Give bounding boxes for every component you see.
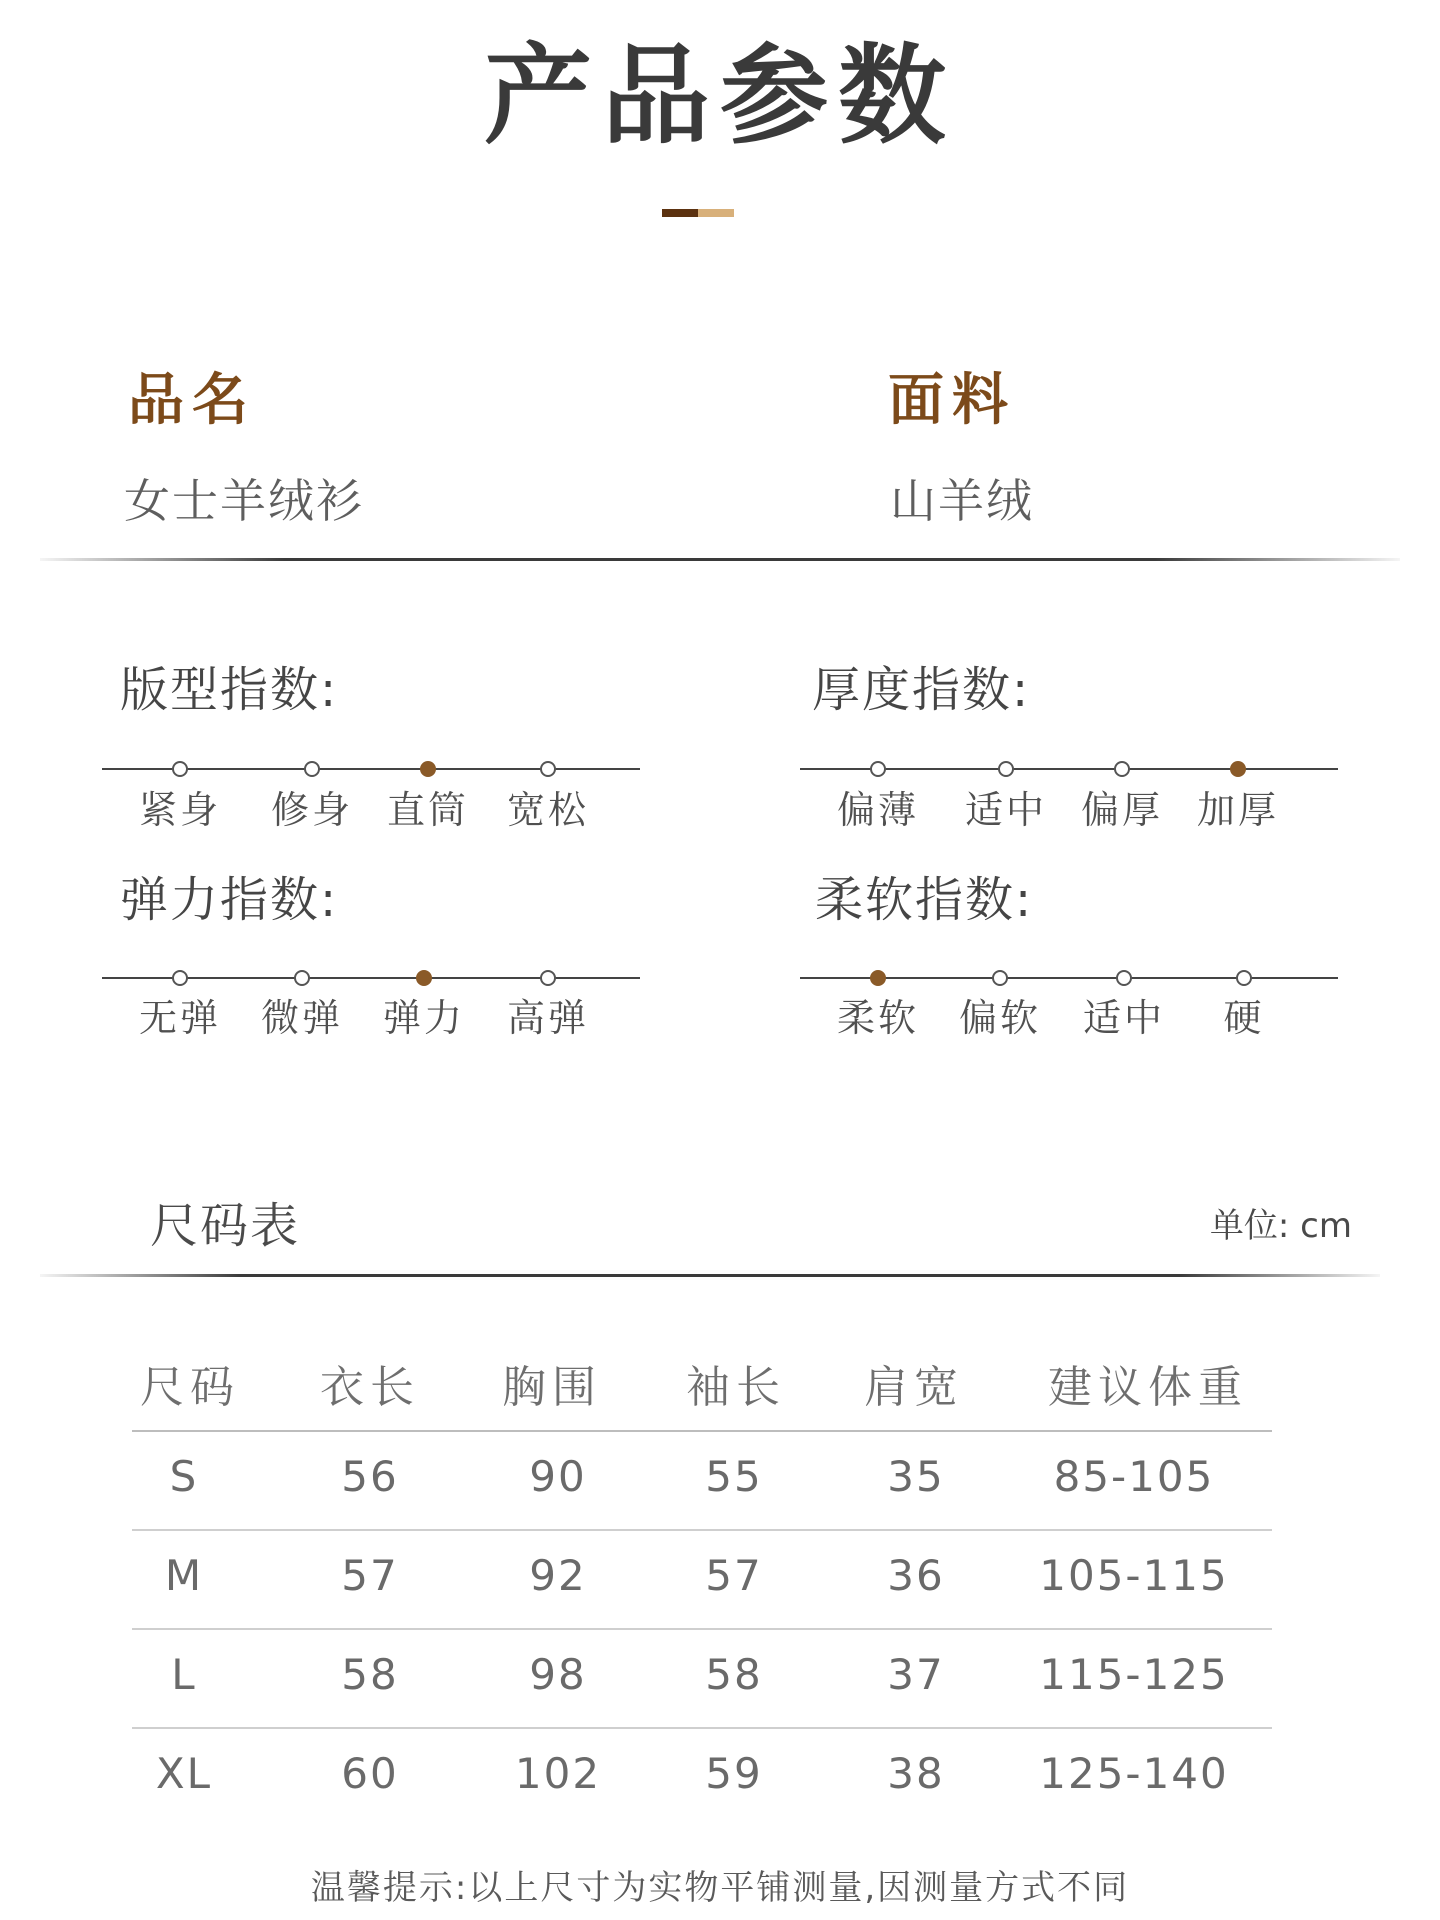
- measurement-note: 温馨提示:以上尺寸为实物平铺测量,因测量方式不同: [310, 1868, 1130, 1908]
- page-title: 产品参数: [483, 34, 956, 159]
- thickness-scale-dot-selected: [1230, 761, 1246, 777]
- fit-scale-dot: [172, 761, 188, 777]
- size-table: [132, 1360, 1272, 1826]
- column-header: 衣长: [320, 1362, 420, 1413]
- elasticity-scale-dot: [540, 970, 556, 986]
- table-cell: 105-115: [1039, 1551, 1229, 1600]
- table-row: [132, 1630, 1272, 1729]
- size-chart-title: 尺码表: [150, 1198, 301, 1254]
- softness-scale-dot: [992, 970, 1008, 986]
- elasticity-scale-option: 弹力: [382, 996, 465, 1040]
- fit-scale-option: 紧身: [138, 788, 221, 832]
- table-cell: 90: [529, 1452, 587, 1501]
- table-cell: M: [164, 1551, 204, 1600]
- thickness-scale-option: 偏厚: [1080, 788, 1163, 832]
- table-cell: 57: [705, 1551, 763, 1600]
- thickness-scale-dot: [998, 761, 1014, 777]
- fit-scale-option: 直筒: [386, 788, 469, 832]
- table-row: [132, 1432, 1272, 1531]
- softness-scale-dot: [1116, 970, 1132, 986]
- fit-scale-dot: [304, 761, 320, 777]
- table-cell: 58: [705, 1650, 763, 1699]
- fit-scale-dot-selected: [420, 761, 436, 777]
- softness-scale-dot: [1236, 970, 1252, 986]
- table-header-row: [132, 1360, 1272, 1432]
- size-chart-divider: [40, 1274, 1380, 1277]
- table-cell: 98: [529, 1650, 587, 1699]
- product-name-label: 品名: [128, 368, 256, 433]
- table-cell: 55: [705, 1452, 763, 1501]
- elasticity-scale-dot-selected: [416, 970, 432, 986]
- table-cell: 60: [341, 1749, 399, 1798]
- table-cell: L: [171, 1650, 197, 1699]
- softness-scale-option: 硬: [1223, 996, 1265, 1040]
- softness-scale-option: 柔软: [836, 996, 919, 1040]
- table-cell: 38: [887, 1749, 945, 1798]
- elasticity-scale-option: 无弹: [138, 996, 221, 1040]
- column-header: 建议体重: [1048, 1362, 1248, 1413]
- thickness-scale-option: 偏薄: [836, 788, 919, 832]
- table-cell: 115-125: [1039, 1650, 1229, 1699]
- elasticity-index-title: 弹力指数:: [120, 872, 339, 928]
- column-header: 肩宽: [864, 1362, 964, 1413]
- table-cell: 56: [341, 1452, 399, 1501]
- table-cell: S: [169, 1452, 199, 1501]
- table-cell: 102: [514, 1749, 602, 1798]
- fit-scale-dot: [540, 761, 556, 777]
- table-cell: 37: [887, 1650, 945, 1699]
- thickness-index-title: 厚度指数:: [812, 662, 1031, 718]
- softness-scale-option: 适中: [1082, 996, 1165, 1040]
- thickness-scale-dot: [1114, 761, 1130, 777]
- elasticity-scale-dot: [172, 970, 188, 986]
- table-cell: XL: [155, 1749, 213, 1798]
- table-cell: 35: [887, 1452, 945, 1501]
- column-header: 胸围: [502, 1362, 602, 1413]
- title-accent-bar: [662, 209, 734, 217]
- section-divider: [40, 558, 1400, 561]
- material-value: 山羊绒: [890, 474, 1034, 528]
- table-cell: 92: [529, 1551, 587, 1600]
- table-row: [132, 1729, 1272, 1826]
- column-header: 袖长: [686, 1362, 786, 1413]
- fit-scale-option: 宽松: [506, 788, 589, 832]
- thickness-scale-dot: [870, 761, 886, 777]
- table-cell: 59: [705, 1749, 763, 1798]
- table-cell: 36: [887, 1551, 945, 1600]
- table-row: [132, 1531, 1272, 1630]
- material-label: 面料: [888, 368, 1016, 433]
- elasticity-scale-dot: [294, 970, 310, 986]
- column-header: 尺码: [140, 1362, 240, 1413]
- fit-index-title: 版型指数:: [120, 662, 339, 718]
- table-cell: 125-140: [1039, 1749, 1229, 1798]
- elasticity-scale-option: 微弹: [260, 996, 343, 1040]
- product-name-value: 女士羊绒衫: [124, 474, 364, 528]
- softness-index-title: 柔软指数:: [815, 872, 1034, 928]
- table-cell: 85-105: [1053, 1452, 1215, 1501]
- softness-scale-dot-selected: [870, 970, 886, 986]
- thickness-scale-option: 加厚: [1196, 788, 1279, 832]
- size-unit: 单位: cm: [1209, 1206, 1352, 1246]
- softness-scale-option: 偏软: [958, 996, 1041, 1040]
- thickness-scale-option: 适中: [964, 788, 1047, 832]
- fit-scale-option: 修身: [270, 788, 353, 832]
- elasticity-scale-option: 高弹: [506, 996, 589, 1040]
- table-cell: 57: [341, 1551, 399, 1600]
- table-cell: 58: [341, 1650, 399, 1699]
